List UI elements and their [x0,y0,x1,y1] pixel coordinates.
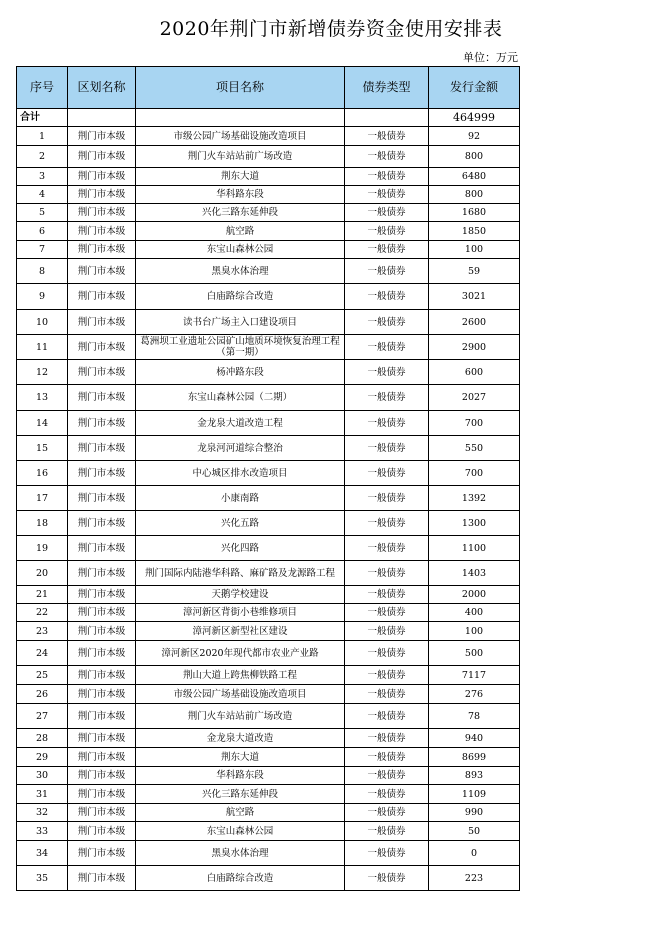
row-bond-type: 一般债券 [345,866,429,891]
table-row [17,666,520,685]
row-seq: 21 [17,586,68,604]
row-district: 荆门市本级 [68,586,136,604]
row-bond-type: 一般债券 [345,822,429,841]
row-bond-type: 一般债券 [345,146,429,168]
row-amount: 500 [429,641,520,666]
row-bond-type: 一般债券 [345,622,429,641]
row-seq: 13 [17,385,68,411]
row-project: 中心城区排水改造项目 [136,461,345,486]
row-amount: 7117 [429,666,520,685]
row-bond-type: 一般债券 [345,360,429,385]
row-project: 市级公园广场基础设施改造项目 [136,127,345,146]
row-district: 荆门市本级 [68,284,136,310]
row-district: 荆门市本级 [68,411,136,436]
row-district: 荆门市本级 [68,360,136,385]
table-row [17,127,520,146]
row-seq: 25 [17,666,68,685]
header-seq: 序号 [17,67,68,109]
row-project: 荆山大道上跨焦柳铁路工程 [136,666,345,685]
table-row [17,767,520,785]
row-district: 荆门市本级 [68,704,136,729]
row-bond-type: 一般债券 [345,536,429,561]
table-row [17,360,520,385]
row-bond-type: 一般债券 [345,168,429,186]
row-district: 荆门市本级 [68,729,136,748]
row-amount: 276 [429,685,520,704]
row-bond-type: 一般债券 [345,486,429,511]
table-row [17,186,520,204]
table-row [17,604,520,622]
row-amount: 893 [429,767,520,785]
unit-label: 单位：万元 [463,51,518,64]
row-project: 天鹅学校建设 [136,586,345,604]
row-district: 荆门市本级 [68,666,136,685]
row-amount: 8699 [429,748,520,767]
row-seq: 15 [17,436,68,461]
row-amount: 1392 [429,486,520,511]
row-project: 龙泉河河道综合整治 [136,436,345,461]
row-district: 荆门市本级 [68,767,136,785]
row-project: 金龙泉大道改造工程 [136,411,345,436]
row-seq: 9 [17,284,68,310]
row-seq: 32 [17,804,68,822]
row-amount: 700 [429,461,520,486]
row-seq: 8 [17,259,68,284]
row-project: 荆门火车站站前广场改造 [136,704,345,729]
row-amount: 2600 [429,310,520,335]
row-district: 荆门市本级 [68,866,136,891]
row-project: 荆门火车站站前广场改造 [136,146,345,168]
row-bond-type: 一般债券 [345,561,429,586]
row-district: 荆门市本级 [68,511,136,536]
row-amount: 940 [429,729,520,748]
row-seq: 33 [17,822,68,841]
table-row [17,146,520,168]
row-amount: 800 [429,146,520,168]
row-district: 荆门市本级 [68,622,136,641]
row-amount: 78 [429,704,520,729]
row-seq: 1 [17,127,68,146]
row-district: 荆门市本级 [68,186,136,204]
row-project: 荆东大道 [136,168,345,186]
row-amount: 92 [429,127,520,146]
row-amount: 550 [429,436,520,461]
row-seq: 35 [17,866,68,891]
row-seq: 30 [17,767,68,785]
row-district: 荆门市本级 [68,486,136,511]
header-bond-type: 债券类型 [345,67,429,109]
table-row [17,259,520,284]
row-project: 漳河新区背街小巷维修项目 [136,604,345,622]
row-district: 荆门市本级 [68,310,136,335]
row-district: 荆门市本级 [68,748,136,767]
row-bond-type: 一般债券 [345,259,429,284]
row-seq: 19 [17,536,68,561]
row-project: 航空路 [136,804,345,822]
row-amount: 1109 [429,785,520,804]
row-amount: 600 [429,360,520,385]
row-seq: 26 [17,685,68,704]
row-project: 白庙路综合改造 [136,866,345,891]
table-row [17,411,520,436]
row-bond-type: 一般债券 [345,841,429,866]
table-row [17,436,520,461]
row-amount: 100 [429,241,520,259]
row-district: 荆门市本级 [68,259,136,284]
row-project: 荆门国际内陆港华科路、麻矿路及龙源路工程 [136,561,345,586]
table-row [17,729,520,748]
total-row [17,109,520,127]
total-amount: 464999 [429,109,520,127]
row-district: 荆门市本级 [68,822,136,841]
row-project: 葛洲坝工业遗址公园矿山地质环境恢复治理工程（第一期） [136,335,345,360]
row-bond-type: 一般债券 [345,461,429,486]
row-bond-type: 一般债券 [345,335,429,360]
row-district: 荆门市本级 [68,785,136,804]
table-row [17,241,520,259]
row-seq: 27 [17,704,68,729]
total-label: 合计 [17,109,68,127]
row-amount: 223 [429,866,520,891]
table-row [17,804,520,822]
table-row [17,748,520,767]
table-row [17,168,520,186]
table-row [17,841,520,866]
row-seq: 16 [17,461,68,486]
table-row [17,561,520,586]
table-row [17,284,520,310]
table-row [17,511,520,536]
total-empty-cell [136,109,345,127]
table-row [17,310,520,335]
row-seq: 28 [17,729,68,748]
row-seq: 3 [17,168,68,186]
row-district: 荆门市本级 [68,385,136,411]
row-bond-type: 一般债券 [345,284,429,310]
header-amount: 发行金额 [429,67,520,109]
row-amount: 59 [429,259,520,284]
table-row [17,461,520,486]
row-bond-type: 一般债券 [345,748,429,767]
row-seq: 11 [17,335,68,360]
table-header-row [17,67,520,109]
row-project: 航空路 [136,222,345,241]
row-district: 荆门市本级 [68,204,136,222]
table-row [17,822,520,841]
row-amount: 1403 [429,561,520,586]
row-district: 荆门市本级 [68,685,136,704]
row-bond-type: 一般债券 [345,666,429,685]
row-bond-type: 一般债券 [345,241,429,259]
row-project: 黑臭水体治理 [136,259,345,284]
row-district: 荆门市本级 [68,841,136,866]
total-empty-cell [345,109,429,127]
table-row [17,586,520,604]
row-amount: 1850 [429,222,520,241]
row-seq: 6 [17,222,68,241]
row-bond-type: 一般债券 [345,127,429,146]
row-district: 荆门市本级 [68,604,136,622]
row-seq: 5 [17,204,68,222]
row-amount: 50 [429,822,520,841]
row-seq: 24 [17,641,68,666]
row-project: 漳河新区2020年现代都市农业产业路 [136,641,345,666]
table-row [17,785,520,804]
row-amount: 2027 [429,385,520,411]
row-district: 荆门市本级 [68,436,136,461]
row-project: 东宝山森林公园（二期） [136,385,345,411]
table-row [17,385,520,411]
page-title: 2020年荆门市新增债券资金使用安排表 [159,18,503,40]
row-amount: 100 [429,622,520,641]
row-project: 小康南路 [136,486,345,511]
table-row [17,486,520,511]
table-row [17,204,520,222]
table-row [17,622,520,641]
row-amount: 2000 [429,586,520,604]
row-seq: 20 [17,561,68,586]
table-row [17,704,520,729]
row-bond-type: 一般债券 [345,641,429,666]
row-district: 荆门市本级 [68,561,136,586]
row-amount: 0 [429,841,520,866]
row-amount: 1100 [429,536,520,561]
row-project: 白庙路综合改造 [136,284,345,310]
row-seq: 17 [17,486,68,511]
row-amount: 6480 [429,168,520,186]
row-project: 兴化三路东延伸段 [136,204,345,222]
table-row [17,335,520,360]
row-bond-type: 一般债券 [345,411,429,436]
row-bond-type: 一般债券 [345,222,429,241]
row-seq: 34 [17,841,68,866]
row-seq: 12 [17,360,68,385]
row-project: 兴化四路 [136,536,345,561]
row-project: 市级公园广场基础设施改造项目 [136,685,345,704]
row-bond-type: 一般债券 [345,704,429,729]
row-amount: 2900 [429,335,520,360]
row-district: 荆门市本级 [68,146,136,168]
row-seq: 29 [17,748,68,767]
row-amount: 1300 [429,511,520,536]
row-bond-type: 一般债券 [345,310,429,335]
row-seq: 22 [17,604,68,622]
row-bond-type: 一般债券 [345,204,429,222]
table-row [17,222,520,241]
row-amount: 700 [429,411,520,436]
row-project: 华科路东段 [136,767,345,785]
row-project: 东宝山森林公园 [136,822,345,841]
header-district: 区划名称 [68,67,136,109]
row-bond-type: 一般债券 [345,586,429,604]
row-amount: 1680 [429,204,520,222]
row-amount: 3021 [429,284,520,310]
row-seq: 7 [17,241,68,259]
row-amount: 990 [429,804,520,822]
row-district: 荆门市本级 [68,241,136,259]
row-district: 荆门市本级 [68,461,136,486]
row-district: 荆门市本级 [68,641,136,666]
row-amount: 400 [429,604,520,622]
row-bond-type: 一般债券 [345,385,429,411]
total-empty-cell [68,109,136,127]
row-bond-type: 一般债券 [345,186,429,204]
table-row [17,866,520,891]
row-project: 荆东大道 [136,748,345,767]
row-project: 读书台广场主入口建设项目 [136,310,345,335]
row-project: 漳河新区新型社区建设 [136,622,345,641]
row-district: 荆门市本级 [68,168,136,186]
table-row [17,685,520,704]
row-project: 东宝山森林公园 [136,241,345,259]
row-seq: 31 [17,785,68,804]
row-district: 荆门市本级 [68,222,136,241]
row-bond-type: 一般债券 [345,511,429,536]
row-seq: 18 [17,511,68,536]
row-seq: 2 [17,146,68,168]
bond-allocation-table [16,66,520,891]
row-project: 兴化三路东延伸段 [136,785,345,804]
row-bond-type: 一般债券 [345,804,429,822]
row-project: 黑臭水体治理 [136,841,345,866]
header-project: 项目名称 [136,67,345,109]
row-seq: 10 [17,310,68,335]
row-seq: 14 [17,411,68,436]
row-seq: 4 [17,186,68,204]
row-project: 杨冲路东段 [136,360,345,385]
row-project: 兴化五路 [136,511,345,536]
table-row [17,536,520,561]
row-district: 荆门市本级 [68,335,136,360]
table-row [17,641,520,666]
row-bond-type: 一般债券 [345,436,429,461]
row-bond-type: 一般债券 [345,729,429,748]
row-project: 金龙泉大道改造 [136,729,345,748]
row-bond-type: 一般债券 [345,685,429,704]
row-district: 荆门市本级 [68,536,136,561]
row-district: 荆门市本级 [68,804,136,822]
row-bond-type: 一般债券 [345,785,429,804]
row-amount: 800 [429,186,520,204]
row-bond-type: 一般债券 [345,767,429,785]
row-bond-type: 一般债券 [345,604,429,622]
row-district: 荆门市本级 [68,127,136,146]
row-project: 华科路东段 [136,186,345,204]
row-seq: 23 [17,622,68,641]
